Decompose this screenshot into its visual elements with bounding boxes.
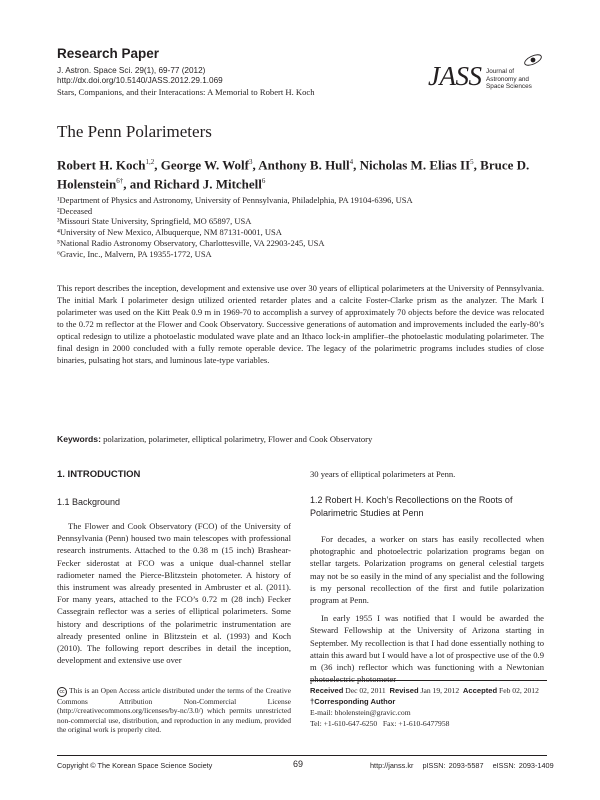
body-column-right-main (310, 533, 544, 685)
creative-commons-icon: cc (57, 687, 67, 697)
keywords (57, 434, 544, 444)
phone-fax: Tel: +1-610-647-6250 Fax: +1-610-6477958 (310, 719, 450, 728)
paragraph: For decades, a worker on stars has easily recollected when photographic and photoelectric polarization programs began on stellar targets. Polarization programs on general celestial targets may not be so easily in the mind of any specialist and the following is my personal recollection of the first and futile polarization program at Penn. (310, 534, 544, 606)
license-footnote: cc This is an Open Access article distributed under the terms of the Creative Commons Attribution Non-Commercial License (http://creativecommons.org/licenses/by-nc/3.0/) which permits unrestricted non-commercial use, distribution, and reproduction in any medium, provided the original work is properly cited. (57, 686, 291, 734)
jass-logo (428, 58, 548, 98)
affiliation-item: ⁵National Radio Astronomy Observatory, Charlottesville, VA 22903-245, USA (57, 237, 325, 248)
body-column-left (57, 520, 291, 666)
affiliation-item: ⁶Gravic, Inc., Malvern, PA 19355-1772, USA (57, 248, 212, 259)
series-title: Stars, Companions, and their Interacations: A Memorial to Robert H. Koch (57, 87, 315, 97)
body-column-right (310, 468, 544, 480)
page-number: 69 (293, 759, 304, 769)
paper-title: The Penn Polarimeters (57, 122, 212, 141)
paragraph-continued: 30 years of elliptical polarimeters at Penn. (310, 469, 456, 479)
paragraph: The Flower and Cook Observatory (FCO) of the University of Pennsylvania (Penn) housed two main telescopes with professional research instruments. Attached to the 0.38 m (15 inch) Brashear-Fecker siderostat at FCO was a unique dual-channel stellar radiometer named the Pierce-Blitzstein photometer. A history of this instrument was already presented in Ambruster et al. (2011). For many years, attached to the FCO’s 0.72 m (28 inch) Fecker Cassegrain reflector was a series of elliptical polarimeters. Some history and descriptions of the polarimetric instrumentation are already presented online in Blitzstein et al. (1993) and Koch (2010). The following report describes in detail the inception, development and extensive use over (57, 521, 291, 666)
keywords-label: Keywords: (57, 434, 101, 444)
orbit-icon (522, 52, 544, 68)
paper-type-label: Research Paper (57, 46, 160, 61)
affiliation-item: ³Missouri State University, Springfield, MO 65897, USA (57, 216, 252, 227)
divider (310, 680, 547, 681)
affiliations (57, 195, 547, 259)
footer-divider (57, 755, 547, 756)
affiliation-item: ⁴University of New Mexico, Albuquerque, NM 87131-0001, USA (57, 227, 282, 238)
citation: J. Astron. Space Sci. 29(1), 69-77 (2012) (57, 66, 206, 75)
subsection-heading-background: 1.1 Background (57, 497, 121, 507)
author-list: Robert H. Koch$^{1,2}$, George W. Wolf$^3$, Anthony B. Hull$^4$, Nicholas M. Elias $II^5$, Bruce D. Holenstein$^{6\dagger}$, and Richard J. Mitchell$^6$ (57, 157, 530, 192)
subsection-heading-recollections: 1.2 Robert H. Koch’s Recollections on the Roots of Polarimetric Studies at Penn (310, 495, 513, 518)
received-info: Received Dec 02, 2011 Revised Jan 19, 2012 Accepted Feb 02, 2012 †Corresponding Author E-mail: bholenstein@gravic.com Tel: +1-610-647-6250 Fax: +1-610-6477958 (310, 685, 550, 729)
copyright: Copyright © The Korean Space Science Society (57, 761, 213, 770)
paragraph: In early 1955 I was notified that I would be awarded the Steward Fellowship at the University of Arizona starting in September. My recollection is that I had done essentially nothing to attain this award but I would have a lot of prospective use of the 0.9 m (36 inch) reflector which was functioning with a Newtonian photoelectric photometer (310, 613, 544, 685)
issn-info: http://janss.kr pISSN: 2093-5587 eISSN: 2093-1409 (370, 761, 554, 770)
logo-text: Journal of Astronomy and Space Sciences (486, 68, 532, 91)
corresponding-author-label: †Corresponding Author (310, 697, 396, 706)
email[interactable]: E-mail: bholenstein@gravic.com (310, 708, 411, 717)
section-heading-introduction: 1. INTRODUCTION (57, 469, 141, 480)
affiliation-item: ²Deceased (57, 205, 93, 216)
logo-acronym: JASS (428, 61, 482, 91)
abstract: This report describes the inception, development and extensive use over 30 years of elliptical polarimeters at the University of Pennsylvania. The initial Mark I polarimeter design utilized oriented retarder plates and a calcite Foster-Clarke prism as the analyzer. The Mark I polarimeter was used on the Kitt Peak 0.9 m in 1969-70 to accomplish a survey of approximately 70 objects before the device was relocated to the 0.72 m reflector at the Flower and Cook Observatory. Successive generations of automation and improvements included the early-80’s optical redesign to utilize a photoelastic modulated wave plate and an Ithaco lock-in amplifier–the photoelastic modulating polarimeter. The final design in 2000 concluded with a fully remote operable device. The legacy of the polarimetric programs includes studies of close binaries, pulsating hot stars, and luminous late-type variables. (57, 283, 544, 365)
doi-link[interactable]: http://dx.doi.org/10.5140/JASS.2012.29.1.069 (57, 76, 223, 85)
keywords-text: polarization, polarimeter, elliptical polarimetry, Flower and Cook Observatory (100, 434, 373, 444)
affiliation-item: ¹Department of Physics and Astronomy, University of Pennsylvania, Philadelphia, PA 19104-6396, USA (57, 195, 413, 205)
